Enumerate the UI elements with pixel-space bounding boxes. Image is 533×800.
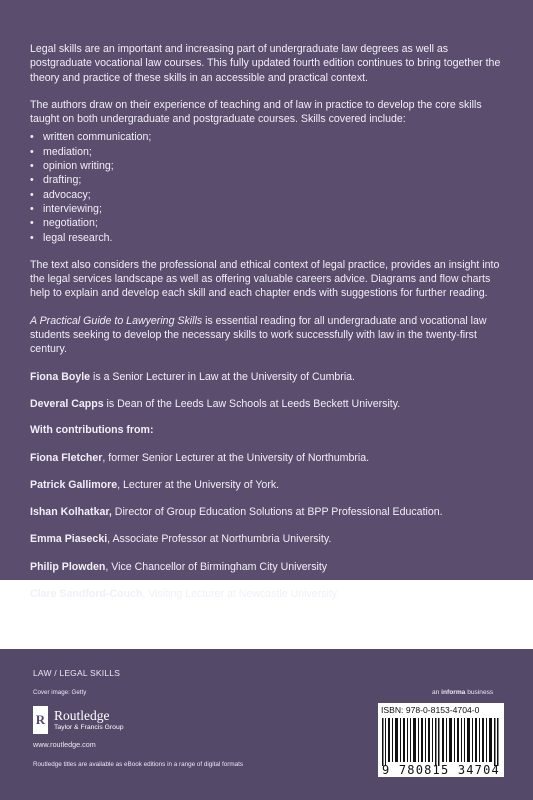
blurb-paragraph-2: The authors draw on their experience of teaching and of law in practice to develop the core skills taught on both undergraduate and postgraduate courses. Skills covered include: (30, 98, 482, 126)
contributor-line (30, 505, 504, 519)
informa-suffix: business (465, 689, 494, 696)
blurb-paragraph-4-text: is essential reading for all undergraduate and vocational law students seeking to develop the necessary skills to work successfully with law in the twenty-first century. (30, 314, 487, 356)
contributor-name: Ishan Kolhatkar, (30, 506, 112, 519)
contributor-name: Philip Plowden (30, 560, 106, 573)
contributor-role: , Vice Chancellor of Birmingham City University (105, 560, 328, 573)
author-name: Deveral Capps (30, 397, 104, 410)
publisher-group: Taylor & Francis Group (54, 724, 124, 731)
routledge-logo-icon (33, 706, 48, 734)
contributor-line (30, 560, 504, 574)
contributor-name: Emma Piasecki (30, 533, 108, 546)
book-title: A Practical Guide to Lawyering Skills (30, 314, 203, 327)
contributor-name: Fiona Fletcher (30, 451, 103, 464)
isbn-barcode-box (378, 703, 504, 777)
publisher-website: www.routledge.com (33, 740, 96, 749)
contributor-role: , Visiting Lecturer at Newcastle University. (142, 588, 340, 601)
blurb-paragraph-1: Legal skills are an important and increasing part of undergraduate law degrees as well as postgraduate vocational law courses. This fully updated fourth edition continues to bring together the theory and practice of these skills in an accessible and practical context. (30, 43, 501, 84)
author-line (30, 397, 504, 411)
publisher-logo (33, 706, 124, 734)
skills-list (30, 130, 504, 244)
blurb-text-column (30, 42, 504, 614)
publisher-wordmark (54, 708, 124, 732)
isbn-label: ISBN: 978-0-8153-4704-0 (381, 705, 480, 715)
blurb-paragraph-3: The text also considers the professional and ethical context of legal practice, provides an insight into the legal services landscape as well as offering valuable careers advice. Diagrams and flow charts help to explain and develop each skill and each chapter ends with suggestions for further reading. (30, 258, 500, 300)
contributor-line (30, 532, 504, 546)
skill-item: • interviewing; (30, 202, 504, 216)
author-role: is Dean of the Leeds Law Schools at Leeds Beckett University. (103, 397, 401, 410)
contributor-role: , former Senior Lecturer at the University of Northumbria. (102, 451, 370, 464)
skill-item: • advocacy; (30, 188, 504, 202)
informa-word: informa (441, 689, 466, 696)
contributor-role: Director of Group Education Solutions at BPP Professional Education. (111, 506, 443, 519)
skill-item: • mediation; (30, 145, 504, 159)
cover-image-credit: Cover image: Getty (33, 689, 87, 696)
contributor-name: Patrick Gallimore (30, 478, 118, 491)
skill-item: • written communication; (30, 130, 504, 144)
author-name: Fiona Boyle (30, 370, 91, 383)
barcode-icon (382, 718, 500, 766)
contributor-line (30, 587, 504, 601)
contributor-line (30, 478, 504, 492)
subject-category: LAW / LEGAL SKILLS (33, 668, 121, 678)
contributor-role: , Associate Professor at Northumbria University. (107, 533, 332, 546)
publisher-name: Routledge (54, 708, 110, 723)
ebook-availability-note: Routledge titles are available as eBook editions in a range of digital formats (33, 761, 244, 768)
author-line (30, 370, 504, 384)
informa-business-tag (432, 689, 493, 696)
logo-letter: R (35, 712, 46, 727)
contributor-line (30, 451, 504, 465)
isbn-digits: 9 780815 34704 (382, 763, 500, 777)
contributor-name: Clare Sandford-Couch (30, 588, 143, 601)
contributors-heading: With contributions from: (30, 424, 154, 437)
author-role: is a Senior Lecturer in Law at the University of Cumbria. (90, 370, 356, 383)
blurb-paragraph-4 (30, 314, 504, 357)
skill-item: • drafting; (30, 173, 504, 187)
skill-item: • legal research. (30, 231, 504, 245)
informa-prefix: an (432, 689, 442, 696)
skill-item: • opinion writing; (30, 159, 504, 173)
contributor-role: , Lecturer at the University of York. (117, 478, 280, 491)
skill-item: • negotiation; (30, 216, 504, 230)
